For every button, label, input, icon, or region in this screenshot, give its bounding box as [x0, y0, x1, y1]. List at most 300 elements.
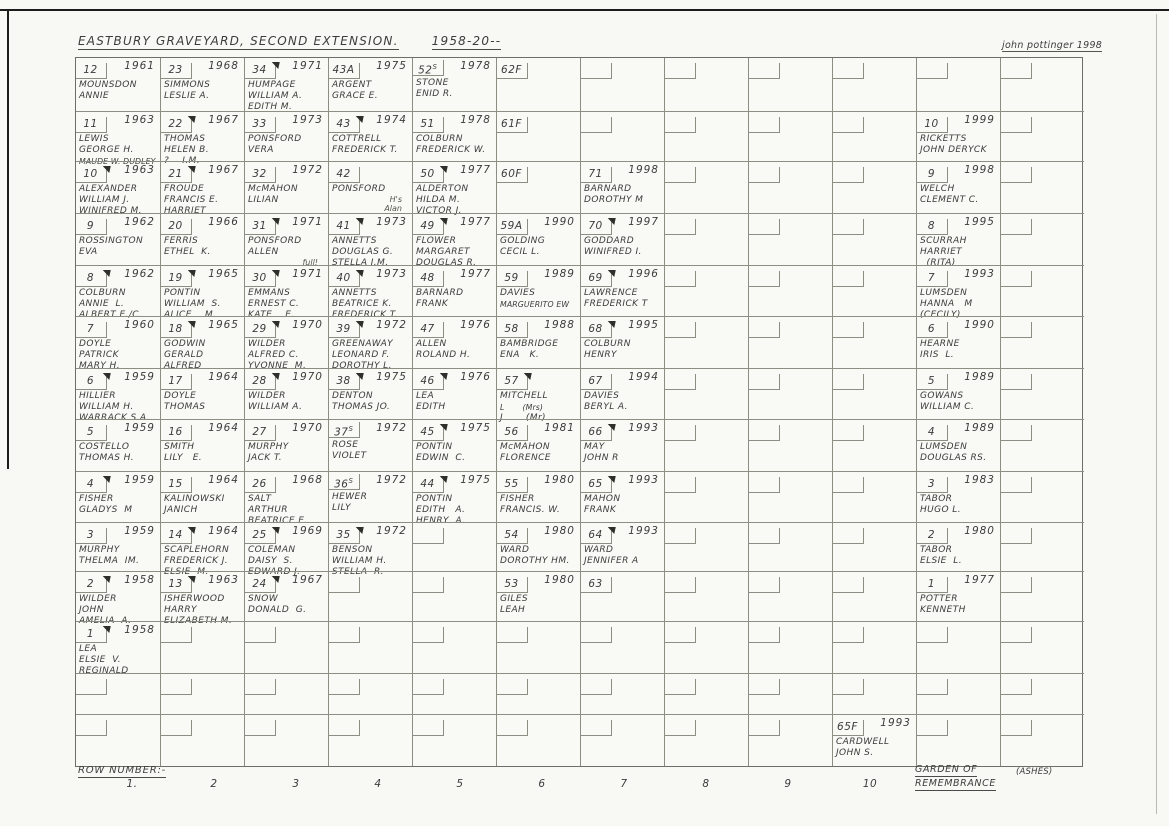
plot-year: 1968 — [292, 474, 323, 486]
plot-number: 20 — [168, 220, 183, 232]
plot-cell-63 — [580, 571, 664, 621]
plot-cell-9 — [76, 213, 160, 265]
plot-cell-1 — [916, 571, 1000, 621]
plot-number: 46 — [420, 375, 435, 387]
plot-number-box — [917, 577, 948, 593]
flag-mark-icon — [606, 424, 615, 431]
plot-name: WARD — [500, 545, 530, 555]
plot-number-box — [413, 425, 444, 441]
plot-number: 42 — [336, 168, 351, 180]
plot-name: DAVIES — [584, 391, 620, 401]
plot-names — [500, 545, 580, 567]
plot-number-suffix: S — [348, 476, 353, 485]
empty-cell — [580, 714, 664, 766]
plot-number-box — [749, 528, 780, 544]
plot-cell-41 — [328, 213, 412, 268]
empty-cell — [580, 58, 664, 111]
plot-year: 1997 — [628, 216, 659, 228]
plot-name: REGINALD — [79, 666, 129, 676]
empty-cell — [748, 714, 832, 766]
plot-number-box — [161, 117, 192, 133]
plot-cell-53 — [496, 571, 580, 621]
plot-number: 3 — [927, 478, 936, 490]
plot-number-box — [665, 63, 696, 79]
plot-names — [79, 494, 160, 516]
plot-cell-33 — [244, 111, 328, 161]
empty-cell — [832, 571, 916, 621]
plot-name: JOHN — [79, 605, 104, 615]
plot-name: DOROTHY HM. — [500, 556, 570, 566]
plot-name: BERYL A. — [584, 402, 628, 412]
plot-cell-27 — [244, 419, 328, 471]
plot-number: 7 — [927, 272, 936, 284]
plot-number-box — [749, 720, 780, 736]
empty-cell — [748, 265, 832, 316]
plot-year: 1996 — [628, 268, 659, 280]
plot-number-box — [497, 271, 528, 287]
flag-mark-icon — [354, 373, 363, 380]
plot-number-box — [76, 627, 107, 643]
plot-cell-5 — [76, 419, 160, 471]
plot-number-box — [497, 117, 528, 133]
plot-name: GODDARD — [584, 236, 635, 246]
plot-name: VICTOR J. — [416, 206, 462, 216]
plot-name: GRACE E. — [332, 91, 378, 101]
plot-number: 3 — [86, 529, 95, 541]
plot-number: 57 — [504, 375, 519, 387]
plot-number-box — [329, 528, 360, 544]
plot-number-box — [833, 322, 864, 338]
plot-cell-1 — [76, 621, 160, 676]
plot-number-box — [245, 720, 276, 736]
plot-number-box — [1001, 679, 1032, 695]
plot-number-box — [665, 477, 696, 493]
plot-name: ALEXANDER — [79, 184, 138, 194]
plot-names — [920, 594, 1000, 616]
plot-year: 1959 — [124, 474, 155, 486]
plot-cell-51 — [412, 111, 496, 161]
plot-name: HILLIER — [79, 391, 116, 401]
plot-cell-13 — [160, 571, 244, 626]
empty-cell — [160, 714, 244, 766]
plot-number: 5 — [86, 426, 95, 438]
plot-number: 30 — [252, 272, 267, 284]
plot-names — [79, 442, 160, 464]
plot-cell-26 — [244, 471, 328, 526]
empty-cell — [328, 621, 412, 673]
plot-name: GOWANS — [920, 391, 964, 401]
plot-number: 13 — [168, 578, 183, 590]
plot-number: 62F — [501, 64, 522, 76]
flag-mark-icon — [270, 321, 279, 328]
plot-year: 1977 — [460, 216, 491, 228]
plot-number: 43 — [336, 118, 351, 130]
plot-name: COTTRELL — [332, 134, 382, 144]
plot-cell-65 — [580, 471, 664, 522]
plot-name: (CECILY) — [920, 310, 961, 320]
empty-cell — [1000, 316, 1084, 368]
empty-cell — [580, 111, 664, 161]
scan-edge-left — [7, 9, 9, 469]
plot-number: 4 — [927, 426, 936, 438]
plot-number: 67 — [588, 375, 603, 387]
plot-number: 18 — [168, 323, 183, 335]
plot-cell-45 — [412, 419, 496, 471]
plot-name: PONSFORD — [248, 134, 302, 144]
plot-number: 44 — [420, 478, 435, 490]
flag-mark-icon — [606, 476, 615, 483]
plot-name: HARRY — [164, 605, 197, 615]
empty-cell — [664, 621, 748, 673]
plot-number-box — [76, 117, 107, 133]
plot-name: LEONARD F. — [332, 350, 390, 360]
plot-number-box — [1001, 117, 1032, 133]
plot-number-box — [329, 474, 360, 490]
plot-year: 1972 — [376, 474, 407, 486]
plot-names — [416, 339, 496, 361]
plot-name: ARGENT — [332, 80, 372, 90]
plot-number: 52 — [418, 64, 433, 76]
plot-name: GODWIN — [164, 339, 206, 349]
plot-cell-46 — [412, 368, 496, 419]
plot-name: KALINOWSKI — [164, 494, 225, 504]
plot-number-box — [245, 374, 276, 390]
empty-cell — [1000, 111, 1084, 161]
plot-note: Alan — [384, 204, 402, 213]
plot-cell-38 — [328, 368, 412, 419]
plot-year: 1990 — [964, 319, 995, 331]
plot-name: PONTIN — [416, 494, 453, 504]
plot-cell-19 — [160, 265, 244, 320]
plot-names — [332, 440, 412, 462]
plot-number-box — [161, 425, 192, 441]
plot-cell-31 — [244, 213, 328, 265]
plot-name: LEWIS — [79, 134, 109, 144]
plot-number: 8 — [86, 272, 95, 284]
plot-number-box — [161, 528, 192, 544]
plot-name: ALDERTON — [416, 184, 469, 194]
plot-number-box — [833, 720, 864, 736]
plot-name: ELIZABETH M. — [164, 616, 233, 626]
plot-number-box — [329, 271, 360, 287]
plot-number-box — [245, 63, 276, 79]
plot-number-box — [1001, 271, 1032, 287]
plot-name: ANNETTS — [332, 236, 377, 246]
plot-names — [332, 391, 412, 413]
plot-cell-52 — [412, 58, 496, 111]
plot-year: 1993 — [628, 474, 659, 486]
plot-number-box — [245, 425, 276, 441]
plot-number: 9 — [86, 220, 95, 232]
plot-number-box — [833, 425, 864, 441]
plot-cell-15 — [160, 471, 244, 522]
plot-name: ERNEST C. — [248, 299, 300, 309]
plot-name: DOUGLAS G. — [332, 247, 394, 257]
plot-number-box — [581, 679, 612, 695]
plot-name: HEARNE — [920, 339, 960, 349]
plot-names — [248, 236, 328, 258]
plot-name: EDWIN C. — [416, 453, 466, 463]
plot-year: 1972 — [376, 422, 407, 434]
plot-number-box — [76, 271, 107, 287]
plot-year: 1989 — [544, 268, 575, 280]
flag-mark-icon — [354, 270, 363, 277]
plot-year: 1967 — [208, 164, 239, 176]
flag-mark-icon — [522, 373, 531, 380]
plot-year: 1962 — [124, 268, 155, 280]
empty-cell — [916, 714, 1000, 766]
plot-names — [500, 288, 580, 310]
plot-year: 1964 — [208, 474, 239, 486]
plot-year: 1977 — [964, 574, 995, 586]
plot-name: DOUGLAS R. — [416, 258, 477, 268]
empty-cell — [244, 621, 328, 673]
plot-name: LILIAN — [248, 195, 279, 205]
plot-name: BEATRICE E. — [248, 516, 308, 526]
plot-name: WILLIAM A. — [248, 91, 303, 101]
plot-cell-37 — [328, 419, 412, 471]
plot-number-box — [749, 219, 780, 235]
empty-cell — [832, 213, 916, 265]
plot-cell-40 — [328, 265, 412, 320]
plot-year: 1965 — [208, 268, 239, 280]
plot-number: 2 — [927, 529, 936, 541]
plot-year: 1973 — [292, 114, 323, 126]
plot-cell-66 — [580, 419, 664, 471]
plot-cell-10 — [916, 111, 1000, 161]
plot-cell-22 — [160, 111, 244, 166]
plot-name: EDITH A. — [416, 505, 466, 515]
plot-year: 1970 — [292, 371, 323, 383]
plot-number-box — [917, 219, 948, 235]
plot-number: 24 — [252, 578, 267, 590]
plot-year: 1973 — [376, 216, 407, 228]
plot-number-box — [161, 627, 192, 643]
plot-number-box — [329, 720, 360, 736]
plot-year: 1988 — [544, 319, 575, 331]
flag-mark-icon — [606, 218, 615, 225]
plot-number-box — [161, 219, 192, 235]
plot-year: 1970 — [292, 319, 323, 331]
flag-mark-icon — [101, 270, 110, 277]
plot-name: STELLA I.M. — [332, 258, 389, 268]
plot-number: 8 — [927, 220, 936, 232]
plot-number-box — [245, 577, 276, 593]
plot-number-box — [581, 219, 612, 235]
plot-number: 69 — [588, 272, 603, 284]
plot-year: 1976 — [460, 319, 491, 331]
empty-cell — [1000, 522, 1084, 571]
empty-cell — [76, 714, 160, 766]
plot-names — [332, 80, 412, 102]
plot-names — [164, 80, 244, 102]
plot-number: 59 — [504, 272, 519, 284]
plot-year: 1995 — [964, 216, 995, 228]
plot-note: full! — [302, 258, 318, 267]
plot-year: 1993 — [880, 717, 911, 729]
empty-cell — [748, 368, 832, 419]
plot-names — [920, 134, 1000, 156]
plot-name: GREENAWAY — [332, 339, 394, 349]
plot-number-box — [413, 528, 444, 544]
plot-year: 1993 — [628, 525, 659, 537]
plot-number-box — [413, 374, 444, 390]
plot-number-box — [581, 271, 612, 287]
plot-name: FREDERICK T. — [332, 145, 398, 155]
empty-cell — [664, 419, 748, 471]
flag-mark-icon — [438, 166, 447, 173]
plot-name: WILLIAM H. — [79, 402, 134, 412]
plot-number: 39 — [336, 323, 351, 335]
plot-number-box — [581, 117, 612, 133]
plot-number-box — [161, 720, 192, 736]
plot-name: VERA — [248, 145, 274, 155]
plot-grid — [75, 57, 1083, 767]
plot-cell-69 — [580, 265, 664, 316]
plot-number-box — [581, 322, 612, 338]
plot-name: LESLIE A. — [164, 91, 210, 101]
plot-cell-65F — [832, 714, 916, 766]
empty-cell — [1000, 161, 1084, 213]
plot-year: 1976 — [460, 371, 491, 383]
plot-cell-6 — [916, 316, 1000, 368]
plot-name: HUMPAGE — [248, 80, 296, 90]
plot-number-box — [749, 63, 780, 79]
empty-cell — [748, 673, 832, 714]
plot-number-box — [665, 425, 696, 441]
plot-name: RICKETTS — [920, 134, 967, 144]
plot-names — [920, 545, 1000, 567]
plot-names — [500, 594, 580, 616]
plot-number-box — [413, 477, 444, 493]
plot-year: 1973 — [376, 268, 407, 280]
plot-number-box — [1001, 322, 1032, 338]
empty-cell — [76, 673, 160, 714]
plot-cell-68 — [580, 316, 664, 368]
plot-year: 1960 — [124, 319, 155, 331]
empty-cell — [328, 571, 412, 621]
plot-number-box — [917, 627, 948, 643]
plot-name: WARD — [584, 545, 614, 555]
empty-cell — [328, 714, 412, 766]
empty-cell — [496, 714, 580, 766]
plot-cell-30 — [244, 265, 328, 320]
plot-name: DONALD G. — [248, 605, 307, 615]
plot-name: PONTIN — [416, 442, 453, 452]
plot-cell-8 — [76, 265, 160, 320]
plot-cell-39 — [328, 316, 412, 371]
row-number-7: 7 — [620, 778, 628, 790]
plot-number: 59A — [500, 220, 523, 232]
plot-name: FRANCIS. W. — [500, 505, 561, 515]
plot-number-box — [1001, 577, 1032, 593]
plot-number-box — [76, 374, 107, 390]
flag-mark-icon — [186, 321, 195, 328]
plot-number: 28 — [252, 375, 267, 387]
plot-name: GERALD — [164, 350, 204, 360]
plot-number-box — [749, 425, 780, 441]
empty-cell — [832, 161, 916, 213]
plot-year: 1963 — [124, 114, 155, 126]
flag-mark-icon — [606, 270, 615, 277]
plot-year: 1977 — [460, 164, 491, 176]
plot-number: 22 — [168, 118, 183, 130]
plot-number-box — [917, 63, 948, 79]
plot-number-box — [1001, 63, 1032, 79]
plot-cell-55 — [496, 471, 580, 522]
plot-name: ALFRED — [164, 361, 202, 371]
plot-number-box — [76, 679, 107, 695]
empty-cell — [412, 673, 496, 714]
author-credit: john pottinger 1998 — [1002, 40, 1103, 51]
plot-number-box — [245, 167, 276, 183]
plot-name: BEATRICE K. — [332, 299, 392, 309]
plot-number-box — [76, 477, 107, 493]
plot-number: 21 — [168, 168, 183, 180]
plot-name: ? I.M. — [164, 156, 200, 166]
plot-name: JANICH — [164, 505, 198, 515]
plot-number: 38 — [336, 375, 351, 387]
plot-number-box — [833, 477, 864, 493]
empty-cell — [664, 673, 748, 714]
plot-names — [836, 737, 916, 759]
garden-label-line2: REMEMBRANCE — [915, 778, 996, 789]
plot-number-box — [665, 720, 696, 736]
plot-cell-7 — [916, 265, 1000, 320]
plot-number-box — [245, 219, 276, 235]
plot-name: PATRICK — [79, 350, 119, 360]
plot-name: MARGUERITO EW — [500, 300, 570, 309]
plot-number-box — [917, 528, 948, 544]
plot-name: HARRIET — [164, 206, 207, 216]
plot-cell-71 — [580, 161, 664, 213]
plot-number: 12 — [83, 64, 98, 76]
plot-number-box — [833, 627, 864, 643]
row-number-4: 4 — [374, 778, 382, 790]
plot-year: 1971 — [292, 216, 323, 228]
plot-name: FERRIS — [164, 236, 199, 246]
flag-mark-icon — [101, 576, 110, 583]
plot-number: 47 — [420, 323, 435, 335]
plot-year: 1999 — [964, 114, 995, 126]
plot-year: 1970 — [292, 422, 323, 434]
plot-number-box — [917, 477, 948, 493]
empty-cell — [748, 522, 832, 571]
plot-number-box — [76, 167, 107, 183]
plot-name: COLBURN — [416, 134, 463, 144]
flag-mark-icon — [438, 424, 447, 431]
plot-number: 54 — [504, 529, 519, 541]
plot-cell-56 — [496, 419, 580, 471]
plot-number-box — [161, 322, 192, 338]
empty-cell — [244, 714, 328, 766]
plot-number: 6 — [927, 323, 936, 335]
plot-names — [164, 442, 244, 464]
plot-name: LEA — [416, 391, 435, 401]
plot-number-box — [76, 577, 107, 593]
plot-number-box — [665, 271, 696, 287]
plot-name: DOROTHY L. — [332, 361, 392, 371]
plot-names — [248, 391, 328, 413]
plot-year: 1964 — [208, 422, 239, 434]
plot-name: STONE — [416, 78, 449, 88]
plot-names — [584, 288, 664, 310]
plot-cell-29 — [244, 316, 328, 371]
plot-name: ROSE — [332, 440, 359, 450]
plot-cell-12 — [76, 58, 160, 111]
plot-number-box — [497, 167, 528, 183]
plot-number-box — [833, 271, 864, 287]
